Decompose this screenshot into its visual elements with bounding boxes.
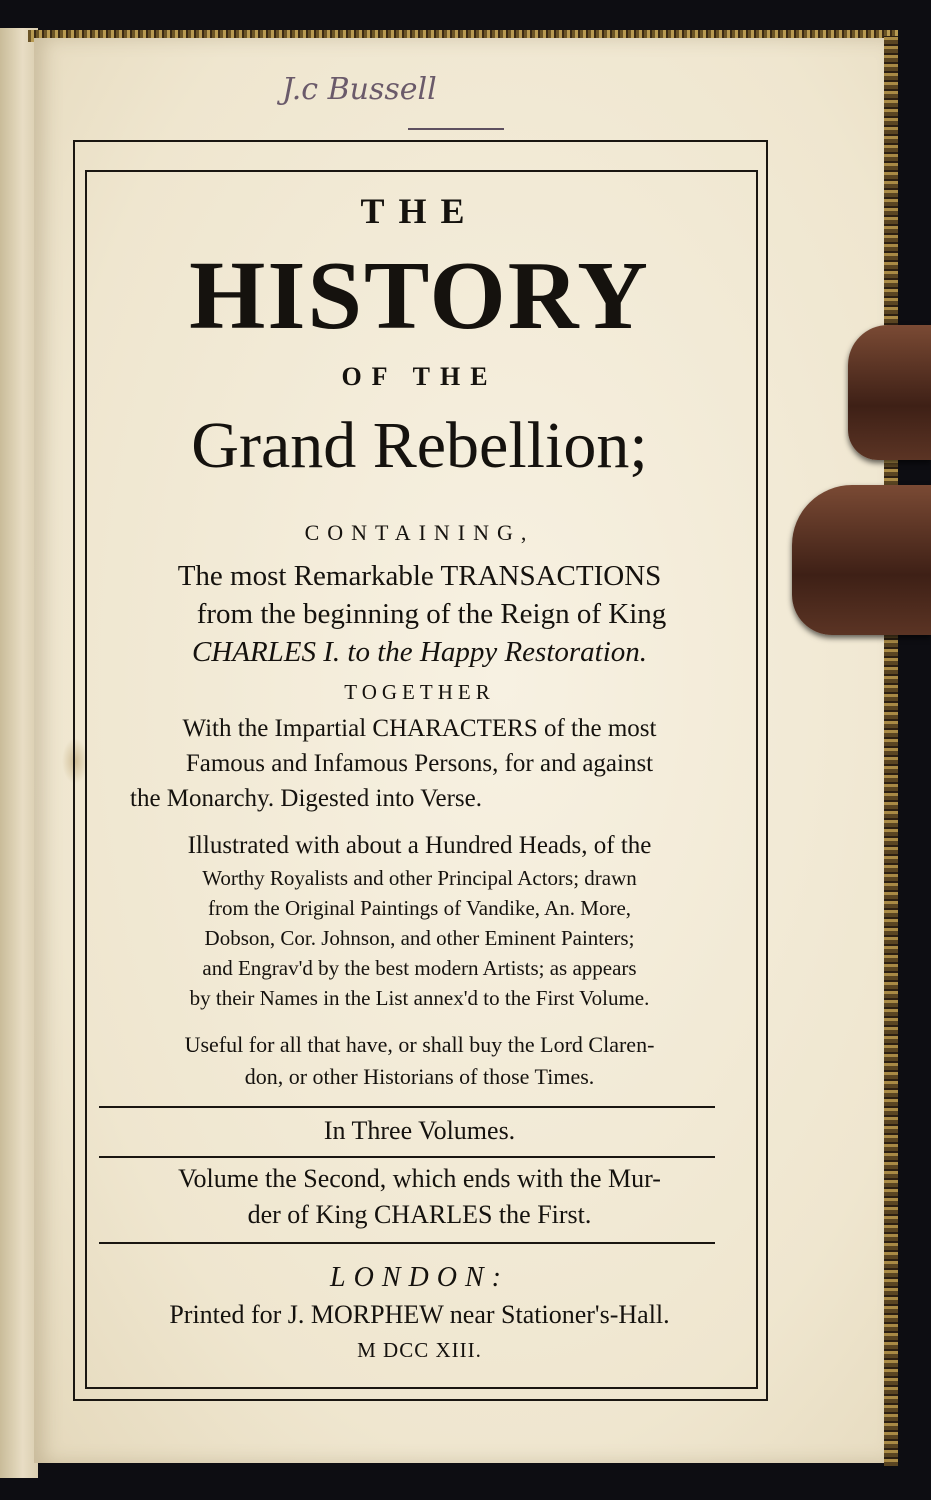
rule-1 — [99, 1106, 715, 1108]
characters-line-1: With the Impartial CHARACTERS of the most — [182, 715, 657, 742]
rule-2 — [99, 1156, 715, 1158]
illustrated-line-6: by their Names in the List annex'd to the First Volume. — [189, 986, 650, 1010]
gilt-fore-edge — [884, 36, 898, 1466]
illustrated-line-5: and Engrav'd by the best modern Artists; as appears — [202, 956, 637, 980]
title-content — [85, 170, 754, 1385]
signature-underline — [408, 128, 504, 130]
imprint-city: LONDON: — [330, 1262, 509, 1293]
volume-second-line-1: Volume the Second, which ends with the Mur- — [178, 1164, 661, 1193]
transactions-line-1: The most Remarkable TRANSACTIONS — [177, 560, 662, 592]
illustrated-line-3: from the Original Paintings of Vandike, An. More, — [207, 896, 632, 920]
useful-line-1: Useful for all that have, or shall buy the Lord Claren- — [184, 1032, 655, 1057]
illustrated-line-1: Illustrated with about a Hundred Heads, of the — [187, 832, 652, 859]
title-of-the: OF THE — [341, 362, 498, 391]
volume-second-line-2: der of King CHARLES the First. — [247, 1200, 592, 1229]
transactions-line-2: from the beginning of the Reign of King — [196, 598, 667, 630]
three-volumes: In Three Volumes. — [323, 1116, 516, 1145]
facing-page-edge — [0, 28, 38, 1478]
imprint-printer: Printed for J. MORPHEW near Stationer's-Hall. — [169, 1300, 670, 1329]
characters-line-3: the Monarchy. Digested into Verse. — [130, 785, 483, 812]
title-history: HISTORY — [189, 242, 650, 350]
transactions-line-3: CHARLES I. to the Happy Restoration. — [191, 636, 648, 668]
title-grand-rebellion: Grand Rebellion; — [191, 409, 648, 482]
owner-signature: J.c Bussell — [282, 72, 437, 107]
together: TOGETHER — [344, 680, 495, 704]
useful-line-2: don, or other Historians of those Times. — [244, 1064, 595, 1089]
characters-line-2: Famous and Infamous Persons, for and against — [185, 750, 654, 777]
containing: CONTAINING, — [304, 520, 535, 545]
illustrated-line-4: Dobson, Cor. Johnson, and other Eminent Painters; — [204, 926, 635, 950]
clasp-bottom — [792, 485, 931, 635]
illustrated-line-2: Worthy Royalists and other Principal Actors; drawn — [202, 866, 637, 890]
clasp-top — [848, 325, 931, 460]
title-the: THE — [360, 191, 479, 231]
imprint-date: M DCC XIII. — [357, 1338, 482, 1362]
rule-3 — [99, 1242, 715, 1244]
